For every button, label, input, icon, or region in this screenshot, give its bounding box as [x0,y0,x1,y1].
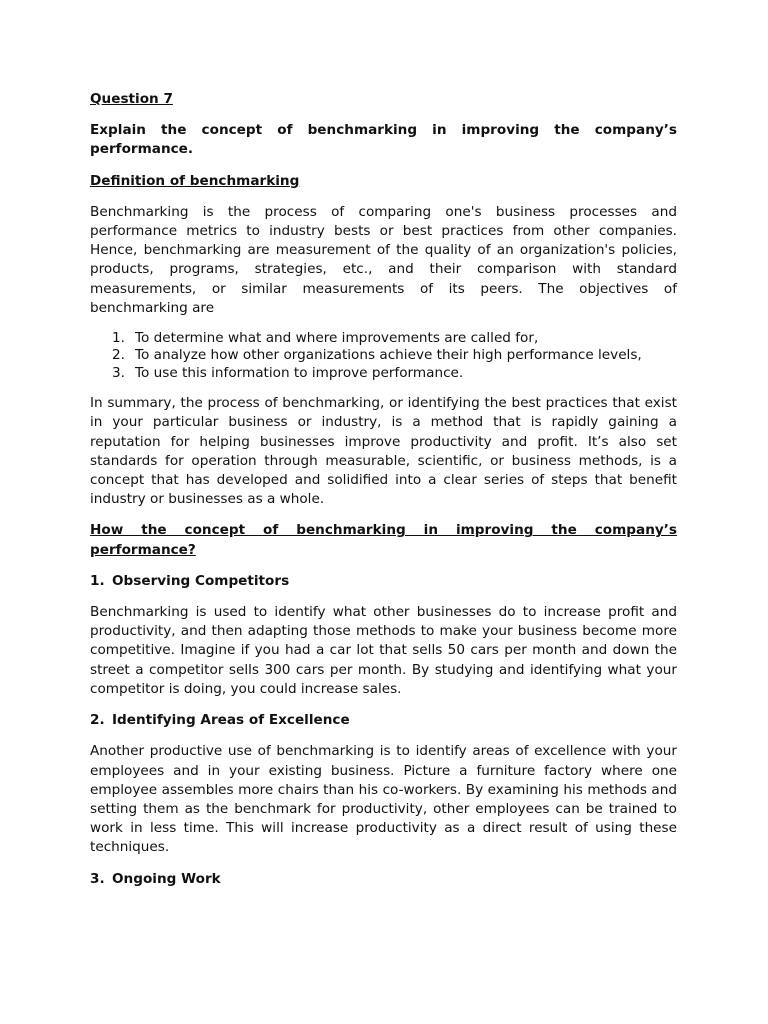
question-label: Question 7 [90,91,173,107]
section-number: 3. [90,870,105,887]
summary-paragraph: In summary, the process of benchmarking, or identifying the best practices that exist in your particular business or industry, is a method that is rapidly gaining a reputation for helping businesses improve productivity and profit. It’s also set standards for operation through measurable, scientific, or business methods, is a concept that has developed and solidified into a clear series of steps that benefit industry or businesses as a whole. [90,395,677,508]
section-body: Benchmarking is used to identify what other businesses do to increase profit and productivity, and then adapting those methods to make your business become more competitive. Imagine if you had a car lot that sells 50 cars per month and down the street a competitor sells 300 cars per month. By studying and identifying what your competitor is doing, you could increase sales. [90,604,677,697]
section-heading [90,870,677,889]
list-item [90,330,677,347]
list-item-number: 1. [112,330,125,347]
section-title: Identifying Areas of Excellence [112,712,350,729]
how-heading: How the concept of benchmarking in improving the company’s performance? [90,522,677,558]
list-item-text: To determine what and where improvements are called for, [135,330,539,347]
document-page [90,90,677,901]
question-text: Explain the concept of benchmarking in improving the company’s performance. [90,122,677,158]
section-title: Ongoing Work [112,870,221,887]
list-item-number: 2. [112,347,125,364]
section-heading [90,572,677,591]
section-number: 1. [90,572,105,589]
definition-body: Benchmarking is the process of comparing one's business processes and performance metrics to industry bests or best practices from other companies. Hence, benchmarking are measurement of the quality of an organization's policies, products, programs, strategies, etc., and their comparison with standard measurements, or similar measurements of its peers. The objectives of benchmarking are [90,203,677,316]
section-number: 2. [90,712,105,729]
section-body: Another productive use of benchmarking is to identify areas of excellence with your employees and in your existing business. Picture a furniture factory where one employee assembles more chairs than his co-workers. By examining his methods and setting them as the benchmark for productivity, other employees can be trained to work in less time. This will increase productivity as a direct result of using these techniques. [90,743,677,856]
definition-heading: Definition of benchmarking [90,172,300,189]
section-heading [90,711,677,730]
section-title: Observing Competitors [112,572,290,589]
list-item-number: 3. [112,364,125,381]
list-item [90,365,677,382]
list-item-text: To analyze how other organizations achieve their high performance levels, [135,347,642,364]
list-item-text: To use this information to improve performance. [135,364,464,381]
list-item [90,347,677,364]
objectives-list [90,330,677,382]
